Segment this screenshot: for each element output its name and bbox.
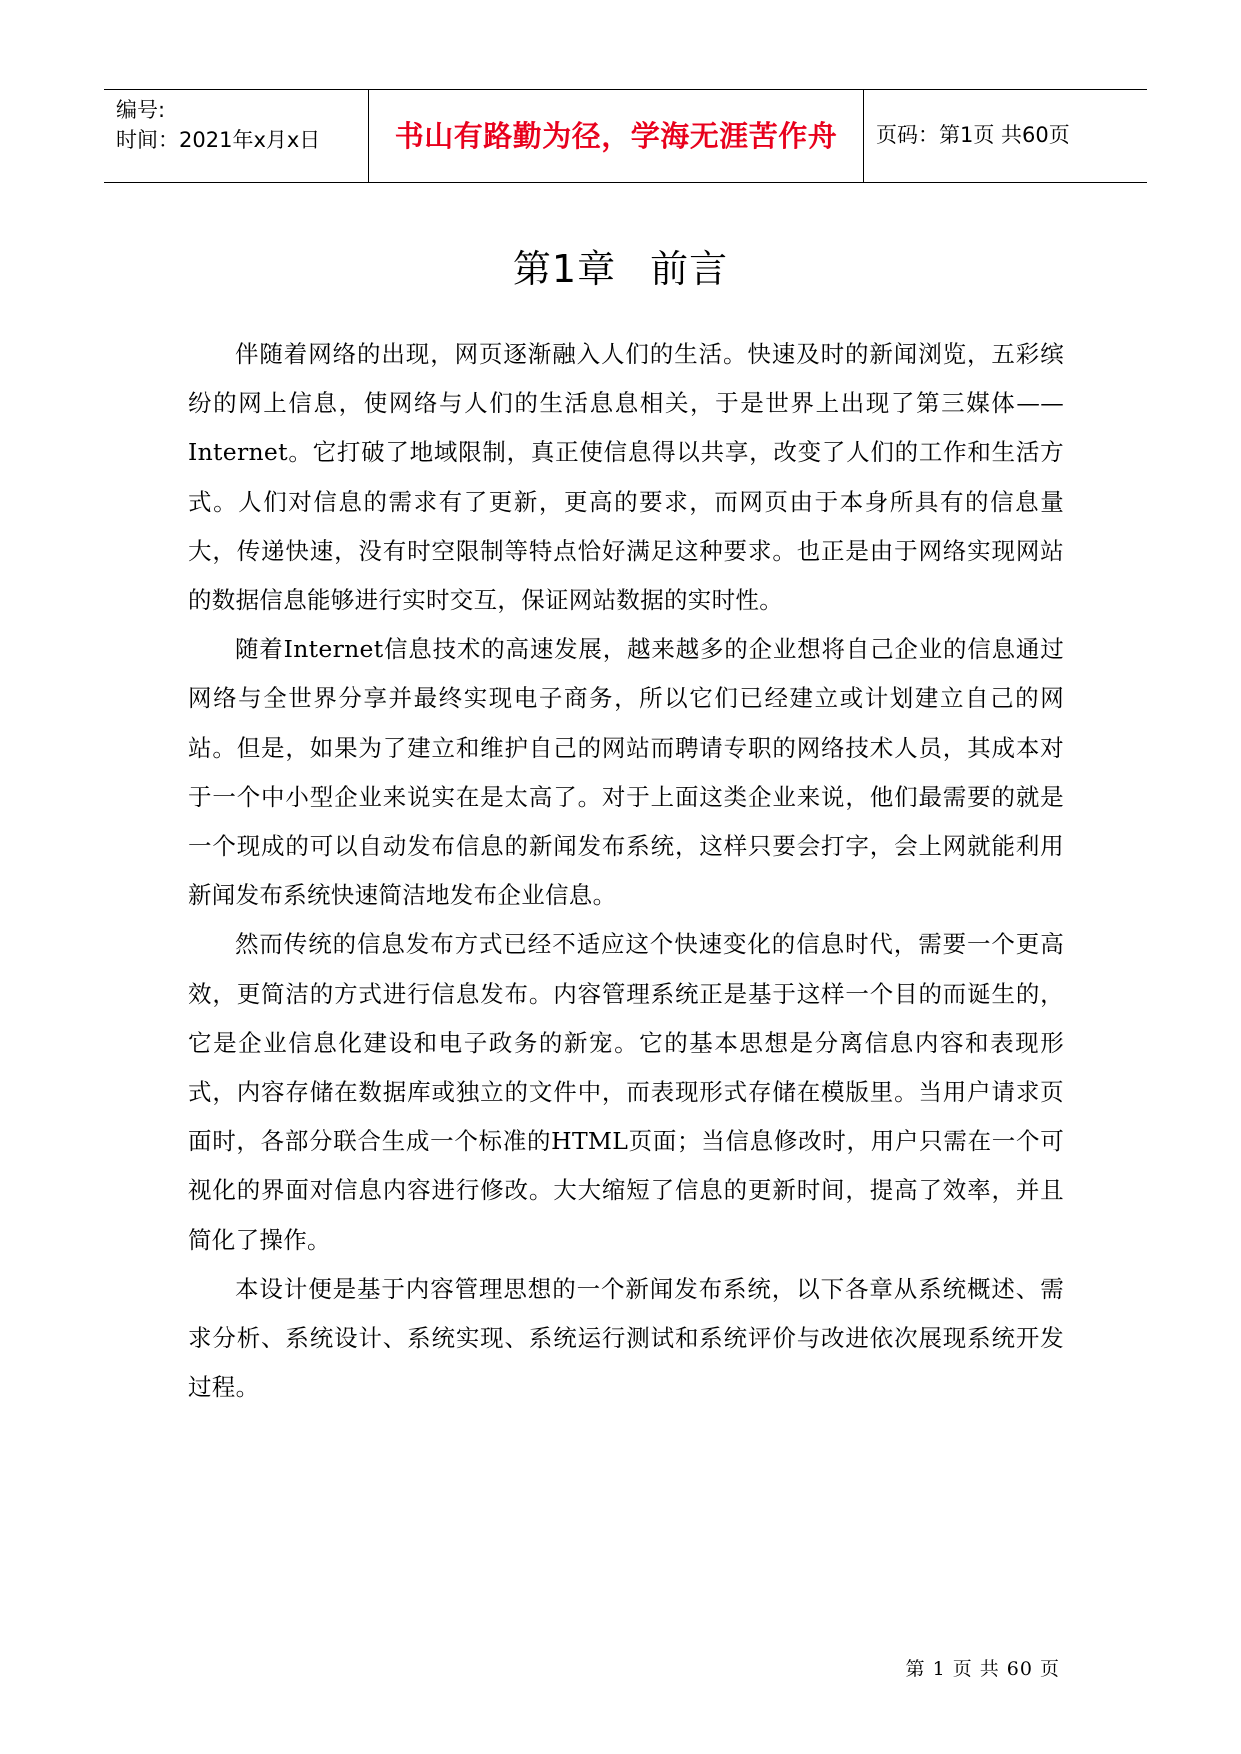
- header-meta: [104, 90, 369, 182]
- chapter-name: 前言: [650, 247, 729, 291]
- number-label: 编号:: [116, 98, 166, 122]
- chapter-title: [0, 246, 1241, 292]
- paragraph-4: 本设计便是基于内容管理思想的一个新闻发布系统，以下各章从系统概述、需求分析、系统设计、系统实现、系统运行测试和系统评价与改进依次展现系统开发过程。: [188, 1274, 1064, 1402]
- page-header: [104, 89, 1147, 183]
- paragraph-1: 伴随着网络的出现，网页逐渐融入人们的生活。快速及时的新闻浏览，五彩缤纷的网上信息，使网络与人们的生活息息相关，于是世界上出现了第三媒体——Internet。它打破了地域限制，真正使信息得以共享，改变了人们的工作和生活方式。人们对信息的需求有了更新，更高的要求，而网页由于本身所具有的信息量大，传递快速，没有时空限制等特点恰好满足这种要求。也正是由于网络实现网站的数据信息能够进行实时交互，保证网站数据的实时性。: [188, 340, 1064, 615]
- time-label: 时间：2021年x月x日: [116, 128, 321, 152]
- body-content: [188, 330, 1064, 1412]
- motto-text: 书山有路勤为径，学海无涯苦作舟: [394, 118, 838, 153]
- page-code-text: 页码：第1页 共60页: [876, 123, 1070, 147]
- chapter-number: 第1章: [512, 247, 617, 291]
- paragraph-3: 然而传统的信息发布方式已经不适应这个快速变化的信息时代，需要一个更高效，更简洁的方式进行信息发布。内容管理系统正是基于这样一个目的而诞生的，它是企业信息化建设和电子政务的新宠。它的基本思想是分离信息内容和表现形式，内容存储在数据库或独立的文件中，而表现形式存储在模版里。当用户请求页面时，各部分联合生成一个标准的HTML页面；当信息修改时，用户只需在一个可视化的界面对信息内容进行修改。大大缩短了信息的更新时间，提高了效率，并且简化了操作。: [188, 930, 1064, 1254]
- header-page-code: [864, 90, 1147, 182]
- paragraph-2: 随着Internet信息技术的高速发展，越来越多的企业想将自己企业的信息通过网络与全世界分享并最终实现电子商务，所以它们已经建立或计划建立自己的网站。但是，如果为了建立和维护自己的网站而聘请专职的网络技术人员，其成本对于一个中小型企业来说实在是太高了。对于上面这类企业来说，他们最需要的就是一个现成的可以自动发布信息的新闻发布系统，这样只要会打字，会上网就能利用新闻发布系统快速简洁地发布企业信息。: [188, 635, 1064, 910]
- header-motto-cell: [369, 90, 864, 182]
- page-footer: 第 1 页 共 60 页: [905, 1658, 1060, 1680]
